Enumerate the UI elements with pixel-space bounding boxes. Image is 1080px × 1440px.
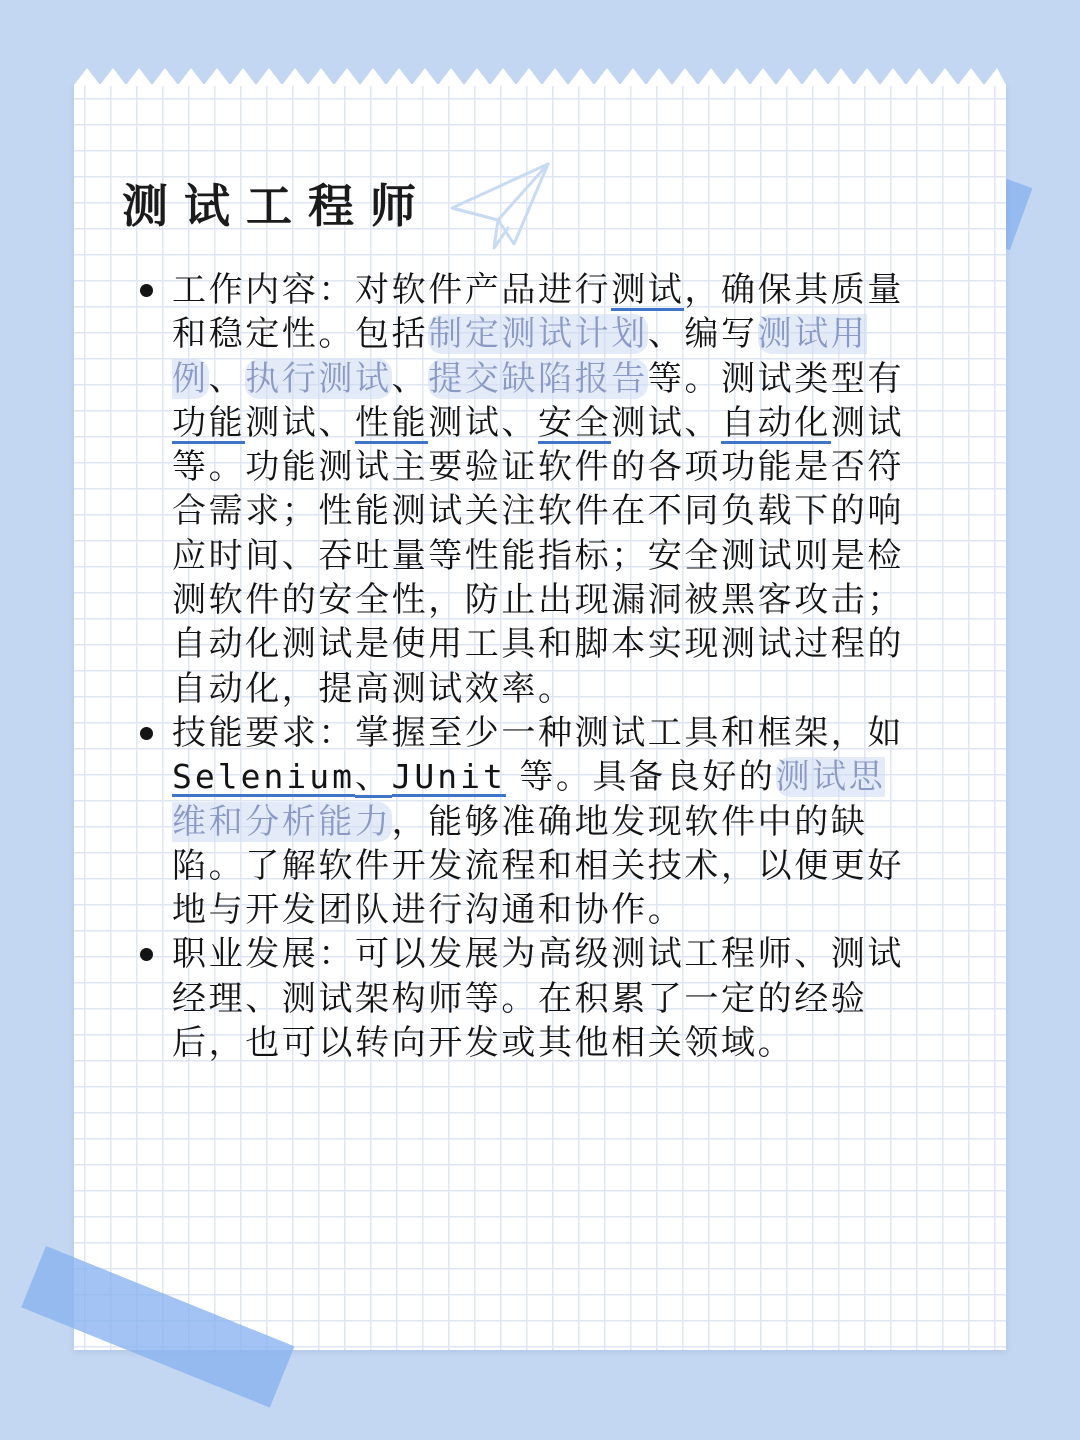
highlighted-phrase: 执行测试 xyxy=(245,358,392,399)
text-run: 技能要求：掌握至少一种测试工具和框架，如 xyxy=(172,712,904,753)
section-text-career-development xyxy=(172,934,904,1063)
list-item-job-content xyxy=(140,268,910,711)
highlighted-phrase: 测试思维和分析能力 xyxy=(172,757,886,842)
underlined-keyword: 测试 xyxy=(611,270,685,310)
text-run: 、 xyxy=(208,358,246,399)
text-run: 工作内容：对软件产品进行 xyxy=(172,270,612,310)
bullet-list xyxy=(140,268,910,1065)
highlighted-phrase: 测试用例 xyxy=(172,314,868,399)
highlighted-phrase: 制定测试计划 xyxy=(428,314,648,355)
underlined-keyword: 自动化 xyxy=(721,402,831,443)
text-run: 职业发展：可以发展为高级测试工程师、测试经理、测试架构师等。在积累了一定的经验后，也可以转向开发或其他相关领域。 xyxy=(172,934,904,1064)
text-run: 等。测试类型有 xyxy=(647,358,905,399)
paper-plane-icon xyxy=(448,158,556,254)
bullet-dot xyxy=(140,284,153,297)
underlined-tool-name: Selenium xyxy=(172,757,355,797)
section-text-job-content xyxy=(172,270,904,709)
zigzag-paper-edge xyxy=(74,66,1006,86)
text-run: 、编写 xyxy=(647,314,758,355)
list-item-career-development xyxy=(140,932,910,1065)
text-run: ，确保其质量和稳定性。包括 xyxy=(172,270,905,355)
bullet-dot xyxy=(140,948,153,961)
text-run: 测试等。功能测试主要验证软件的各项功能是否符合需求；性能测试关注软件在不同负载下的响应时间、吞吐量等性能指标；安全测试则是检测软件的安全性，防止出现漏洞被黑客攻击；自动化测试是使用工具和脚本实现测试过程的自动化，提高测试效率。 xyxy=(172,402,905,709)
bullet-dot xyxy=(140,727,153,740)
text-run: 、 xyxy=(391,358,429,399)
underlined-keyword: 性能 xyxy=(355,402,429,443)
text-run: ，能够准确地发现软件中的缺陷。了解软件开发流程和相关技术，以便更好地与开发团队进行沟通和协作。 xyxy=(172,801,904,931)
underlined-keyword: 、 xyxy=(354,757,392,798)
underlined-keyword: 功能 xyxy=(172,402,246,443)
section-text-skill-requirements xyxy=(172,713,904,930)
list-item-skill-requirements xyxy=(140,711,910,932)
text-run: 测试、 xyxy=(611,402,722,443)
underlined-tool-name: JUnit xyxy=(391,757,506,797)
text-run: 测试、 xyxy=(245,402,356,443)
highlighted-phrase: 提交缺陷报告 xyxy=(428,358,648,399)
page-title: 测试工程师 xyxy=(122,179,432,233)
underlined-keyword: 安全 xyxy=(538,402,612,443)
text-run: 测试、 xyxy=(428,402,539,443)
text-run: 等。具备良好的 xyxy=(505,757,776,798)
